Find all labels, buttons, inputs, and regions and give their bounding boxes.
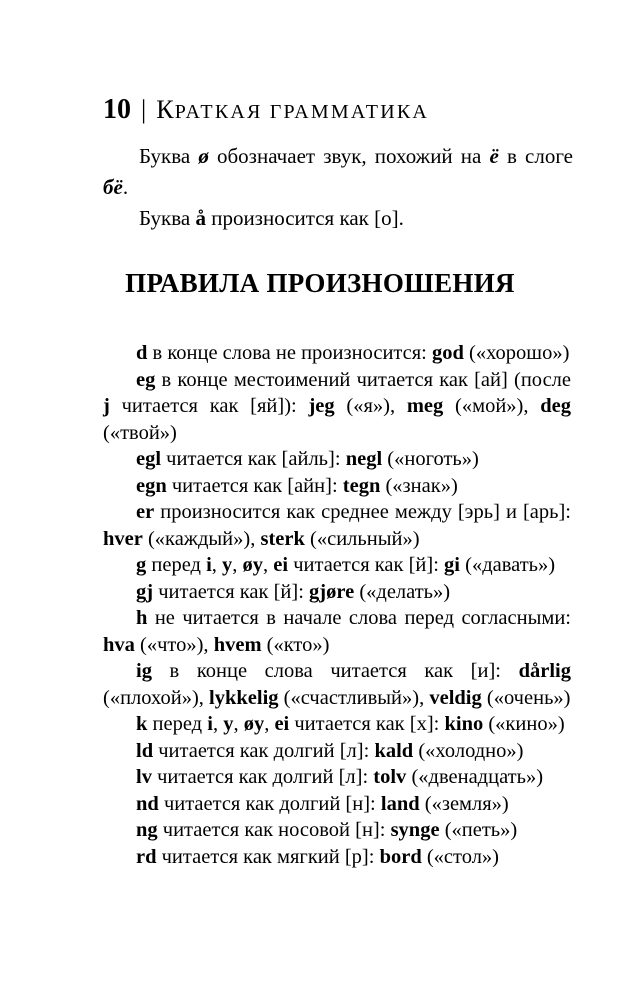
norwegian-term: h — [136, 607, 148, 629]
rule-text: читается как долгий [н]: — [158, 792, 381, 815]
rule-text: («мой»), — [443, 395, 541, 417]
running-title-initial: К — [156, 95, 175, 124]
norwegian-term: ig — [136, 660, 152, 682]
rule-text: читается как долгий [л]: — [153, 739, 375, 762]
rule-text: , — [232, 554, 243, 576]
norwegian-term: gi — [444, 554, 460, 576]
rule-item — [103, 711, 571, 738]
rule-text: («каждый»), — [142, 527, 261, 550]
pronunciation-rules — [103, 340, 571, 870]
norwegian-term: land — [380, 792, 420, 815]
norwegian-term: j — [103, 395, 110, 417]
rule-item — [103, 738, 571, 765]
norwegian-term: ei — [274, 713, 290, 735]
rule-item — [103, 658, 571, 711]
rule-text: , — [264, 713, 275, 735]
rule-text: читается как [х]: — [289, 713, 445, 735]
rule-text: («двенадцать») — [406, 766, 544, 788]
rule-item — [103, 340, 571, 367]
rule-text: , — [211, 554, 223, 576]
norwegian-term: øy — [243, 713, 265, 735]
rule-text: читается как [й]: — [153, 580, 310, 603]
rule-item — [103, 579, 571, 606]
norwegian-term: g — [136, 554, 147, 576]
page-number: 10 — [103, 94, 131, 125]
rule-text: («плохой»), — [103, 686, 210, 709]
rule-item — [103, 499, 571, 552]
rule-text: («кино») — [483, 713, 565, 735]
norwegian-term: i — [206, 554, 212, 576]
norwegian-term: bord — [379, 845, 422, 868]
norwegian-term: eg — [136, 368, 156, 391]
rule-text: («я»), — [334, 395, 407, 417]
intro-syllable: бё — [103, 175, 123, 199]
rule-text: («знак») — [380, 474, 458, 497]
rule-text: («петь») — [439, 819, 518, 841]
rule-item — [103, 473, 571, 500]
norwegian-term: d — [136, 342, 148, 364]
running-title-rest: РАТКАЯ ГРАММАТИКА — [174, 101, 430, 123]
norwegian-term: y — [222, 554, 233, 576]
rule-text: («очень») — [481, 686, 571, 709]
rule-text: , — [233, 713, 244, 735]
norwegian-term: dårlig — [518, 660, 571, 682]
rule-text: («земля») — [419, 792, 509, 815]
norwegian-term: tegn — [342, 474, 381, 497]
running-title — [156, 97, 429, 124]
norwegian-term: jeg — [308, 395, 335, 417]
rule-text: («делать») — [354, 580, 451, 603]
rule-text: («сильный») — [304, 527, 420, 550]
running-header — [103, 94, 429, 126]
rule-text: («ноготь») — [382, 448, 479, 470]
rule-text: («хорошо») — [463, 342, 570, 364]
norwegian-term: hvem — [213, 633, 262, 656]
norwegian-term: lykkelig — [209, 686, 279, 709]
rule-text: читается как мягкий [р]: — [156, 845, 380, 868]
intro-text: . — [122, 175, 129, 199]
norwegian-term: negl — [345, 448, 383, 470]
intro-text: произносится как [о]. — [205, 206, 404, 230]
norwegian-term: meg — [406, 395, 444, 417]
rule-item — [103, 446, 571, 473]
intro-sound: ё — [489, 144, 499, 168]
rule-item — [103, 844, 571, 871]
rule-text: произносится как среднее между [эрь] и [арь]: — [154, 501, 571, 523]
norwegian-term: ld — [136, 739, 154, 762]
rule-text: в конце местоимений читается как [ай] (после — [155, 368, 571, 391]
rule-text: («стол») — [421, 845, 500, 868]
rule-item — [103, 552, 571, 579]
norwegian-term: egn — [136, 474, 167, 497]
intro-text: Буква — [139, 206, 196, 230]
norwegian-term: ei — [273, 554, 289, 576]
rule-text: («холодно») — [413, 739, 524, 762]
intro-note — [103, 141, 573, 234]
rule-text: в конце слова читается как [и]: — [151, 660, 519, 682]
rule-text: читается как долгий [л]: — [151, 766, 374, 788]
norwegian-term: i — [207, 713, 213, 735]
norwegian-term: deg — [540, 395, 571, 417]
intro-letter: å — [195, 206, 206, 230]
rule-text: , — [212, 713, 224, 735]
norwegian-term: egl — [136, 448, 162, 470]
rule-text: в конце слова не произносится: — [147, 342, 432, 364]
header-separator: | — [141, 95, 147, 124]
rule-text: («давать») — [460, 554, 556, 576]
rule-text: («счастливый»), — [278, 686, 430, 709]
norwegian-term: sterk — [260, 527, 305, 550]
rule-text: перед — [147, 713, 208, 735]
rule-item — [103, 605, 571, 658]
intro-paragraph-2 — [103, 203, 573, 234]
norwegian-term: er — [136, 501, 155, 523]
norwegian-term: hva — [103, 633, 135, 656]
rule-item — [103, 764, 571, 791]
rule-text: («кто») — [261, 633, 330, 656]
norwegian-term: øy — [242, 554, 264, 576]
rule-text: читается как [й]: — [288, 554, 445, 576]
intro-paragraph-1 — [103, 141, 573, 203]
rule-item — [103, 367, 571, 447]
intro-text: Буква — [139, 144, 199, 168]
rule-item — [103, 791, 571, 818]
rule-text: читается как носовой [н]: — [157, 819, 391, 841]
rule-text: читается как [айль]: — [161, 448, 346, 470]
rule-text: не читается в начале слова перед согласными: — [147, 607, 571, 629]
rule-text: («твой») — [103, 421, 177, 444]
rule-text: читается как [айн]: — [166, 474, 343, 497]
norwegian-term: gj — [136, 580, 154, 603]
norwegian-term: kino — [444, 713, 484, 735]
norwegian-term: gjøre — [309, 580, 355, 603]
norwegian-term: lv — [136, 766, 152, 788]
rule-text: , — [263, 554, 274, 576]
norwegian-term: tolv — [373, 766, 407, 788]
intro-text: в слоге — [498, 144, 573, 168]
rule-text: читается как [яй]): — [109, 395, 309, 417]
norwegian-term: veldig — [429, 686, 482, 709]
intro-text: обозначает звук, похожий на — [208, 144, 490, 168]
intro-letter: ø — [198, 144, 209, 168]
norwegian-term: ng — [136, 819, 158, 841]
rule-item — [103, 817, 571, 844]
norwegian-term: kald — [374, 739, 414, 762]
norwegian-term: rd — [136, 845, 157, 868]
norwegian-term: y — [223, 713, 234, 735]
norwegian-term: synge — [390, 819, 440, 841]
section-heading: ПРАВИЛА ПРОИЗНОШЕНИЯ — [125, 268, 515, 298]
rule-text: перед — [146, 554, 207, 576]
norwegian-term: god — [431, 342, 464, 364]
rule-text: («что»), — [134, 633, 214, 656]
norwegian-term: k — [136, 713, 148, 735]
norwegian-term: nd — [136, 792, 159, 815]
norwegian-term: hver — [103, 527, 143, 550]
